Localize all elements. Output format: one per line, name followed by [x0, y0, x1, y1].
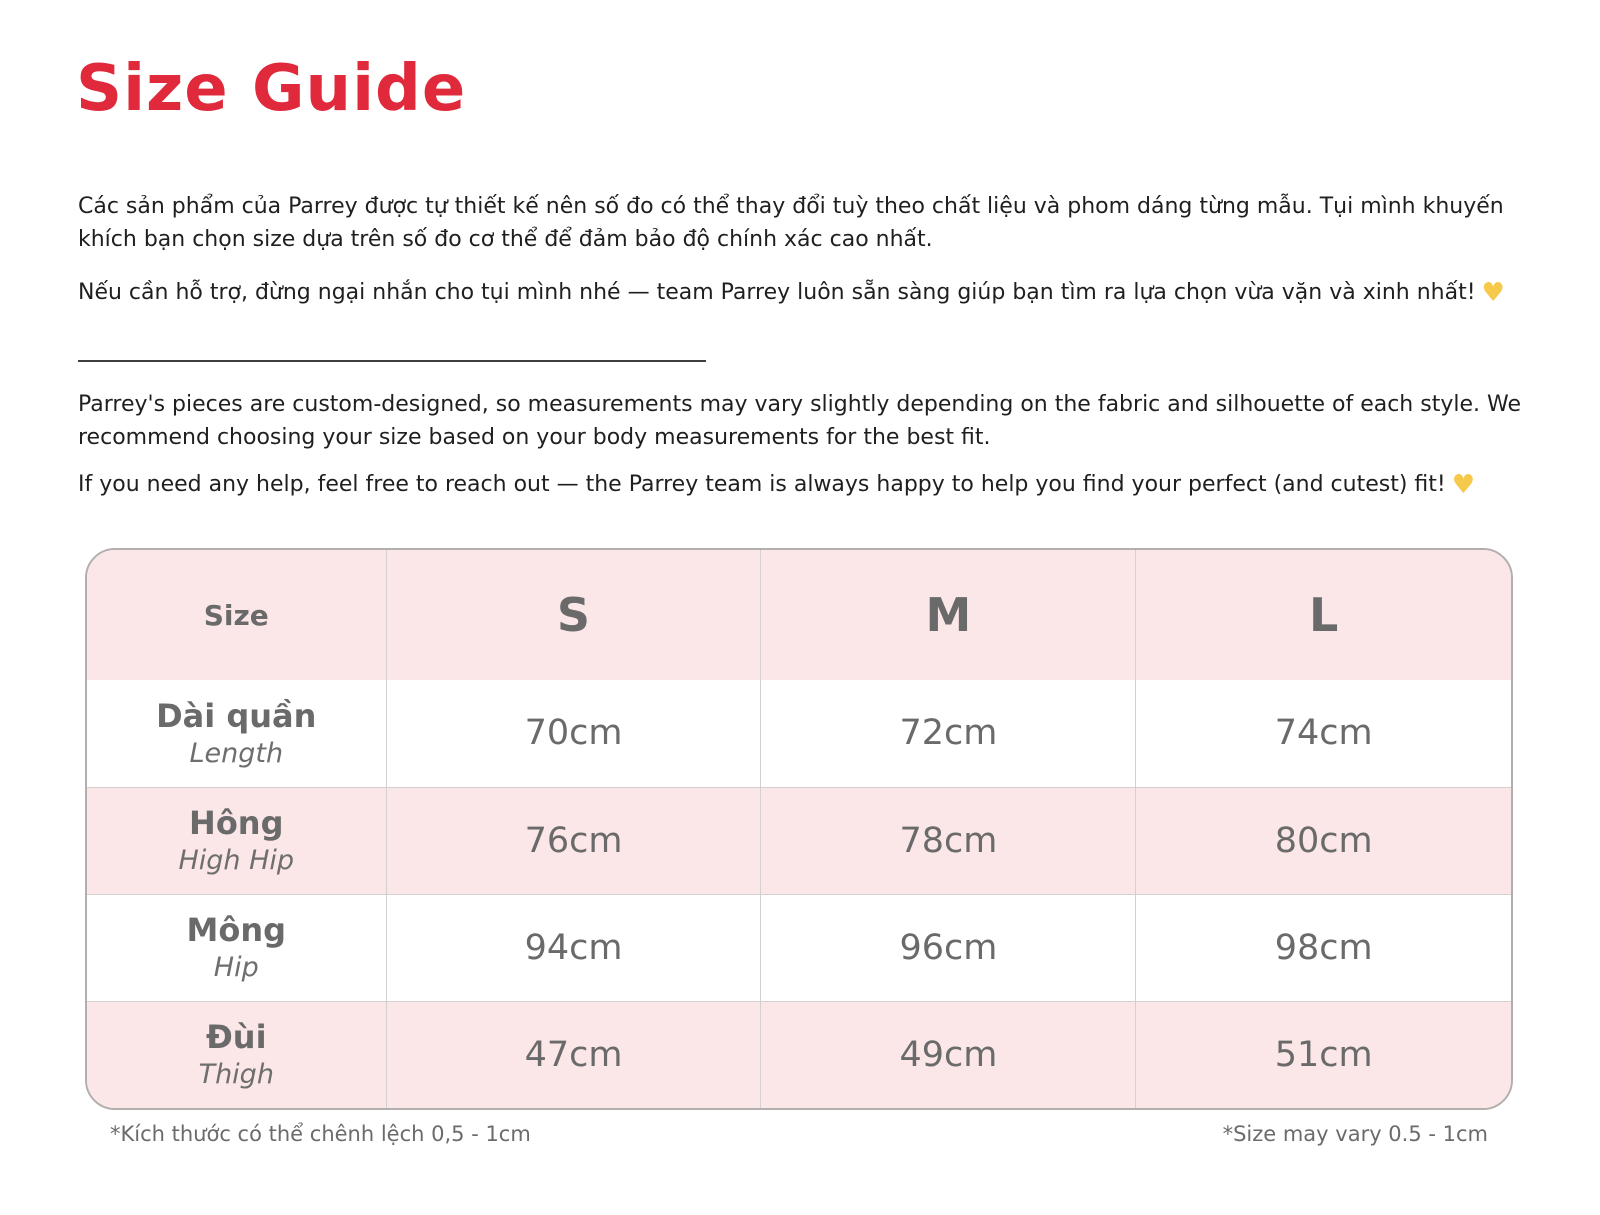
size-table — [85, 548, 1513, 1110]
yellow-heart-icon: ♥ — [1481, 278, 1505, 308]
table-header-s: S — [386, 550, 761, 680]
footnote-en: *Size may vary 0.5 - 1cm — [1222, 1122, 1488, 1146]
intro-paragraph-en-1: Parrey's pieces are custom-designed, so measurements may vary slightly depending on the fabric and silhouette of each style. We recommend choosing your size based on your body measurements for the best fit. — [78, 392, 1521, 450]
section-divider — [78, 360, 706, 362]
cell-thigh-m: 49cm — [761, 1001, 1136, 1108]
table-header-size: Size — [87, 550, 386, 680]
cell-hip-l: 98cm — [1136, 894, 1511, 1001]
footnote-vi: *Kích thước có thể chênh lệch 0,5 - 1cm — [110, 1122, 531, 1146]
yellow-heart-icon: ♥ — [1451, 470, 1476, 500]
row-label-vi: Mông — [186, 910, 287, 949]
table-header-m: M — [761, 550, 1136, 680]
table-header-l: L — [1136, 550, 1511, 680]
row-label-en: Hip — [213, 951, 259, 983]
table-header-row — [87, 550, 1511, 680]
cell-length-m: 72cm — [761, 680, 1136, 787]
cell-length-s: 70cm — [386, 680, 761, 787]
cell-hip-s: 94cm — [386, 894, 761, 1001]
row-label-hip — [87, 894, 386, 1001]
table-row-length — [87, 680, 1511, 787]
cell-high-hip-l: 80cm — [1136, 787, 1511, 894]
intro-paragraph-vi-2 — [78, 274, 1540, 313]
footnotes — [85, 1122, 1513, 1146]
page-title: Size Guide — [76, 52, 467, 126]
intro-paragraph-vi-1: Các sản phẩm của Parrey được tự thiết kế nên số đo có thể thay đổi tuỳ theo chất liệu và phom dáng từng mẫu. Tụi mình khuyến khích bạn chọn size dựa trên số đo cơ thể để đảm bảo độ chính xác cao nhất. — [78, 194, 1504, 252]
row-label-vi: Hông — [189, 803, 284, 842]
row-label-length — [87, 680, 386, 787]
table-row-hip — [87, 894, 1511, 1001]
row-label-high-hip — [87, 787, 386, 894]
cell-high-hip-s: 76cm — [386, 787, 761, 894]
size-table-grid — [87, 550, 1511, 1108]
cell-thigh-l: 51cm — [1136, 1001, 1511, 1108]
table-row-high-hip — [87, 787, 1511, 894]
table-row-thigh — [87, 1001, 1511, 1108]
row-label-thigh — [87, 1001, 386, 1108]
row-label-vi: Dài quần — [156, 696, 317, 735]
intro-paragraph-en-2 — [78, 466, 1540, 505]
intro-paragraph-vi-2-text: Nếu cần hỗ trợ, đừng ngại nhắn cho tụi mình nhé — team Parrey luôn sẵn sàng giúp bạn tìm ra lựa chọn vừa vặn và xinh nhất! — [78, 280, 1476, 305]
intro-paragraph-en-2-text: If you need any help, feel free to reach out — the Parrey team is always happy to help you find your perfect (and cutest) fit! — [78, 472, 1446, 497]
row-label-en: Length — [189, 737, 284, 769]
cell-high-hip-m: 78cm — [761, 787, 1136, 894]
cell-thigh-s: 47cm — [386, 1001, 761, 1108]
row-label-vi: Đùi — [205, 1018, 267, 1057]
row-label-en: Thigh — [198, 1059, 274, 1091]
row-label-en: High Hip — [178, 844, 295, 876]
cell-hip-m: 96cm — [761, 894, 1136, 1001]
cell-length-l: 74cm — [1136, 680, 1511, 787]
